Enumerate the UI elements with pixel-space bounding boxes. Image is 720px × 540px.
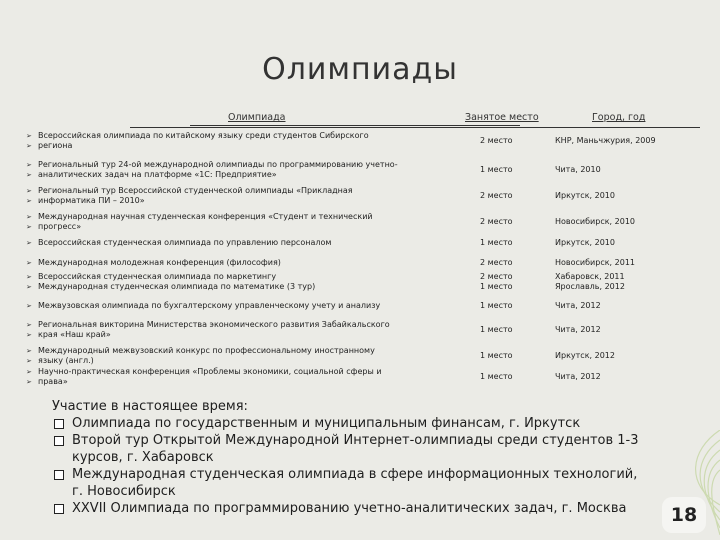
place-line: 1 место xyxy=(480,372,513,381)
place-value xyxy=(480,165,540,175)
place-value xyxy=(480,136,540,146)
olympiad-name-line: ➢ Межвузовская олимпиада по бухгалтерскому управленческому учету и анализу xyxy=(26,301,446,311)
page-number: 18 xyxy=(662,497,706,533)
city-year-value xyxy=(555,272,715,292)
table-rule xyxy=(130,127,700,128)
olympiad-name xyxy=(26,367,446,387)
city-year-value xyxy=(555,372,715,382)
column-header-city-year: Город, год xyxy=(592,112,646,123)
olympiad-name-line: ➢ Региональный тур Всероссийской студенческой олимпиады «Прикладная xyxy=(26,186,446,196)
olympiad-name xyxy=(26,346,446,366)
olympiad-name-line: ➢ аналитических задач на платформе «1С: Предприятие» xyxy=(26,170,446,180)
checkbox-bullet-icon xyxy=(54,436,64,446)
city-year-value xyxy=(555,238,715,248)
current-participation-line: курсов, г. Хабаровск xyxy=(72,450,214,465)
city-year-value xyxy=(555,301,715,311)
city-year-value xyxy=(555,258,715,268)
current-participation-item xyxy=(52,415,692,432)
olympiad-name xyxy=(26,131,446,151)
current-participation-line: Международная студенческая олимпиада в сфере информационных технологий, xyxy=(72,467,638,482)
header-rule xyxy=(190,125,520,126)
current-participation-line: XXVII Олимпиада по программированию учетно-аналитических задач, г. Москва xyxy=(72,501,627,516)
place-line: 1 место xyxy=(480,351,513,360)
olympiad-name-line: ➢ Международная студенческая олимпиада по математике (3 тур) xyxy=(26,282,446,292)
place-value xyxy=(480,217,540,227)
city-year-line: КНР, Маньчжурия, 2009 xyxy=(555,136,656,145)
olympiad-name xyxy=(26,212,446,232)
place-line: 1 место xyxy=(480,165,513,174)
olympiad-name-line: ➢ Всероссийская олимпиада по китайскому языку среди студентов Сибирского xyxy=(26,131,446,141)
olympiad-name xyxy=(26,301,446,311)
city-year-line: Иркутск, 2012 xyxy=(555,351,615,360)
current-participation-list xyxy=(52,415,692,517)
current-participation-item xyxy=(52,500,692,517)
place-line: 1 место xyxy=(480,238,513,247)
city-year-line: Новосибирск, 2011 xyxy=(555,258,636,267)
place-value xyxy=(480,258,540,268)
city-year-value xyxy=(555,351,715,361)
olympiad-name xyxy=(26,258,446,268)
place-value xyxy=(480,351,540,361)
city-year-line: Чита, 2010 xyxy=(555,165,601,174)
olympiad-name xyxy=(26,272,446,292)
column-header-olympiad: Олимпиада xyxy=(228,112,286,123)
olympiad-name-line: ➢ информатика ПИ – 2010» xyxy=(26,196,446,206)
olympiad-name-line: ➢ Международный межвузовский конкурс по профессиональному иностранному xyxy=(26,346,446,356)
column-header-place: Занятое место xyxy=(465,112,539,123)
current-participation-item xyxy=(52,466,692,500)
place-line: 1 место xyxy=(480,301,513,310)
olympiad-name xyxy=(26,238,446,248)
checkbox-bullet-icon xyxy=(54,470,64,480)
city-year-line: Чита, 2012 xyxy=(555,372,601,381)
olympiad-name-line: ➢ региона xyxy=(26,141,446,151)
place-line: 1 место xyxy=(480,282,513,291)
current-participation-heading: Участие в настоящее время: xyxy=(52,399,248,414)
city-year-line: Новосибирск, 2010 xyxy=(555,217,636,226)
slide-title: Олимпиады xyxy=(262,52,458,87)
place-value xyxy=(480,238,540,248)
olympiad-name-line: ➢ Региональный тур 24-ой международной олимпиады по программированию учетно- xyxy=(26,160,446,170)
current-participation-item xyxy=(52,432,692,466)
city-year-line: Чита, 2012 xyxy=(555,325,601,334)
olympiad-name xyxy=(26,320,446,340)
checkbox-bullet-icon xyxy=(54,504,64,514)
current-participation-line: Второй тур Открытой Международной Интернет-олимпиады среди студентов 1-3 xyxy=(72,433,639,448)
place-line: 2 место xyxy=(480,272,513,281)
olympiad-name xyxy=(26,186,446,206)
olympiad-name-line: ➢ права» xyxy=(26,377,446,387)
current-participation-line: г. Новосибирск xyxy=(72,484,176,499)
place-line: 2 место xyxy=(480,191,513,200)
olympiad-name-line: ➢ Международная научная студенческая конференция «Студент и технический xyxy=(26,212,446,222)
olympiad-name-line: ➢ языку (англ.) xyxy=(26,356,446,366)
city-year-value xyxy=(555,325,715,335)
city-year-value xyxy=(555,136,715,146)
city-year-line: Хабаровск, 2011 xyxy=(555,272,625,281)
place-value xyxy=(480,191,540,201)
place-value xyxy=(480,325,540,335)
city-year-line: Иркутск, 2010 xyxy=(555,238,615,247)
olympiad-name-line: ➢ прогресс» xyxy=(26,222,446,232)
city-year-value xyxy=(555,191,715,201)
place-value xyxy=(480,301,540,311)
olympiad-name-line: ➢ Научно-практическая конференция «Проблемы экономики, социальной сферы и xyxy=(26,367,446,377)
place-line: 2 место xyxy=(480,258,513,267)
city-year-value xyxy=(555,165,715,175)
olympiad-name-line: ➢ Всероссийская студенческая олимпиада по маркетингу xyxy=(26,272,446,282)
olympiad-name-line: ➢ Региональная викторина Министерства экономического развития Забайкальского xyxy=(26,320,446,330)
olympiad-name-line: ➢ Международная молодежная конференция (философия) xyxy=(26,258,446,268)
place-line: 1 место xyxy=(480,325,513,334)
olympiad-name xyxy=(26,160,446,180)
place-value xyxy=(480,372,540,382)
city-year-line: Ярославль, 2012 xyxy=(555,282,625,291)
city-year-line: Чита, 2012 xyxy=(555,301,601,310)
current-participation xyxy=(52,398,692,517)
checkbox-bullet-icon xyxy=(54,419,64,429)
place-line: 2 место xyxy=(480,136,513,145)
city-year-line: Иркутск, 2010 xyxy=(555,191,615,200)
olympiad-name-line: ➢ края «Наш край» xyxy=(26,330,446,340)
place-value xyxy=(480,272,540,292)
olympiad-name-line: ➢ Всероссийская студенческая олимпиада по управлению персоналом xyxy=(26,238,446,248)
city-year-value xyxy=(555,217,715,227)
place-line: 2 место xyxy=(480,217,513,226)
current-participation-line: Олимпиада по государственным и муниципальным финансам, г. Иркутск xyxy=(72,416,581,431)
